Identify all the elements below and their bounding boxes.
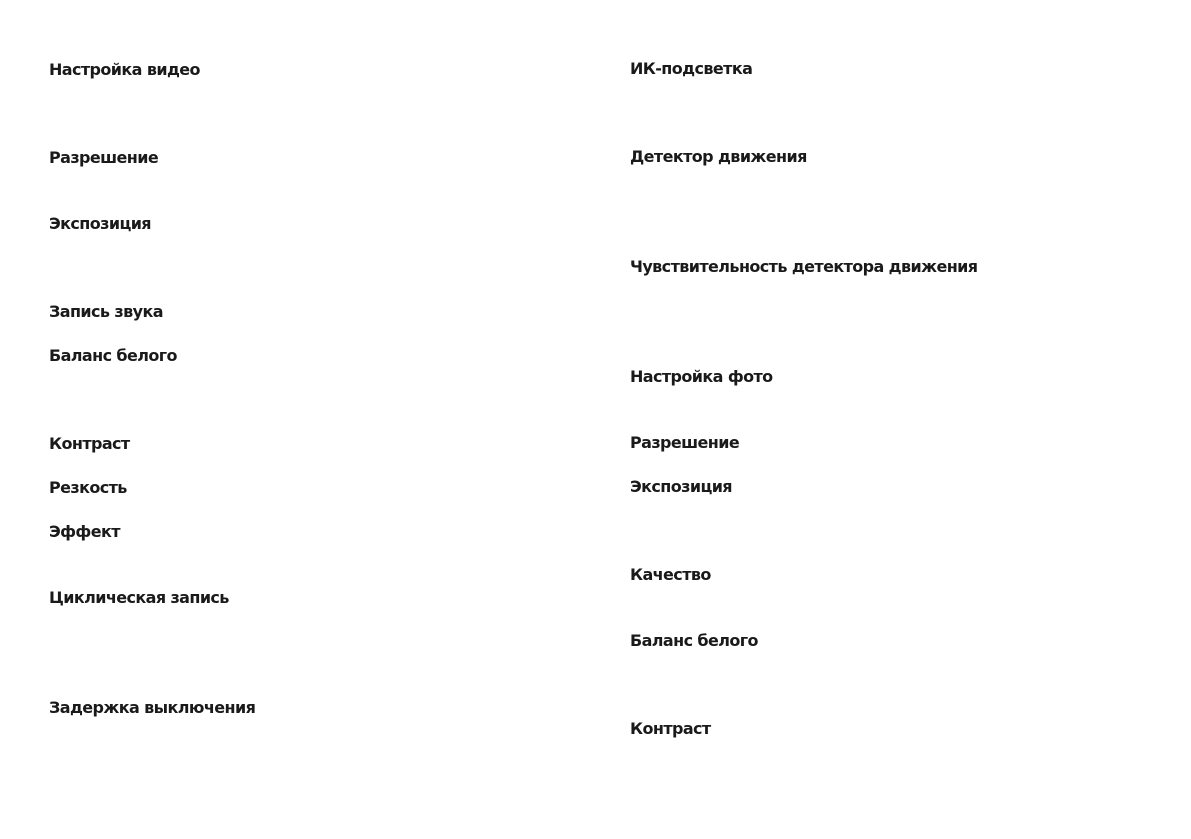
- video-settings-heading: Настройка видео: [49, 60, 200, 79]
- photo-quality-label: Качество: [630, 565, 711, 584]
- video-contrast-label: Контраст: [49, 434, 130, 453]
- shutdown-delay-label: Задержка выключения: [49, 698, 256, 717]
- photo-contrast-label: Контраст: [630, 719, 711, 738]
- video-exposure-label: Экспозиция: [49, 214, 151, 233]
- photo-exposure-label: Экспозиция: [630, 477, 732, 496]
- photo-white-balance-label: Баланс белого: [630, 631, 758, 650]
- motion-sensitivity-label: Чувствительность детектора движения: [630, 257, 978, 276]
- video-white-balance-label: Баланс белого: [49, 346, 177, 365]
- loop-recording-label: Циклическая запись: [49, 588, 229, 607]
- ir-illumination-label: ИК-подсветка: [630, 59, 753, 78]
- sharpness-label: Резкость: [49, 478, 127, 497]
- effect-label: Эффект: [49, 522, 120, 541]
- photo-resolution-label: Разрешение: [630, 433, 740, 452]
- audio-recording-label: Запись звука: [49, 302, 163, 321]
- photo-settings-heading: Настройка фото: [630, 367, 773, 386]
- video-resolution-label: Разрешение: [49, 148, 159, 167]
- motion-detector-label: Детектор движения: [630, 147, 807, 166]
